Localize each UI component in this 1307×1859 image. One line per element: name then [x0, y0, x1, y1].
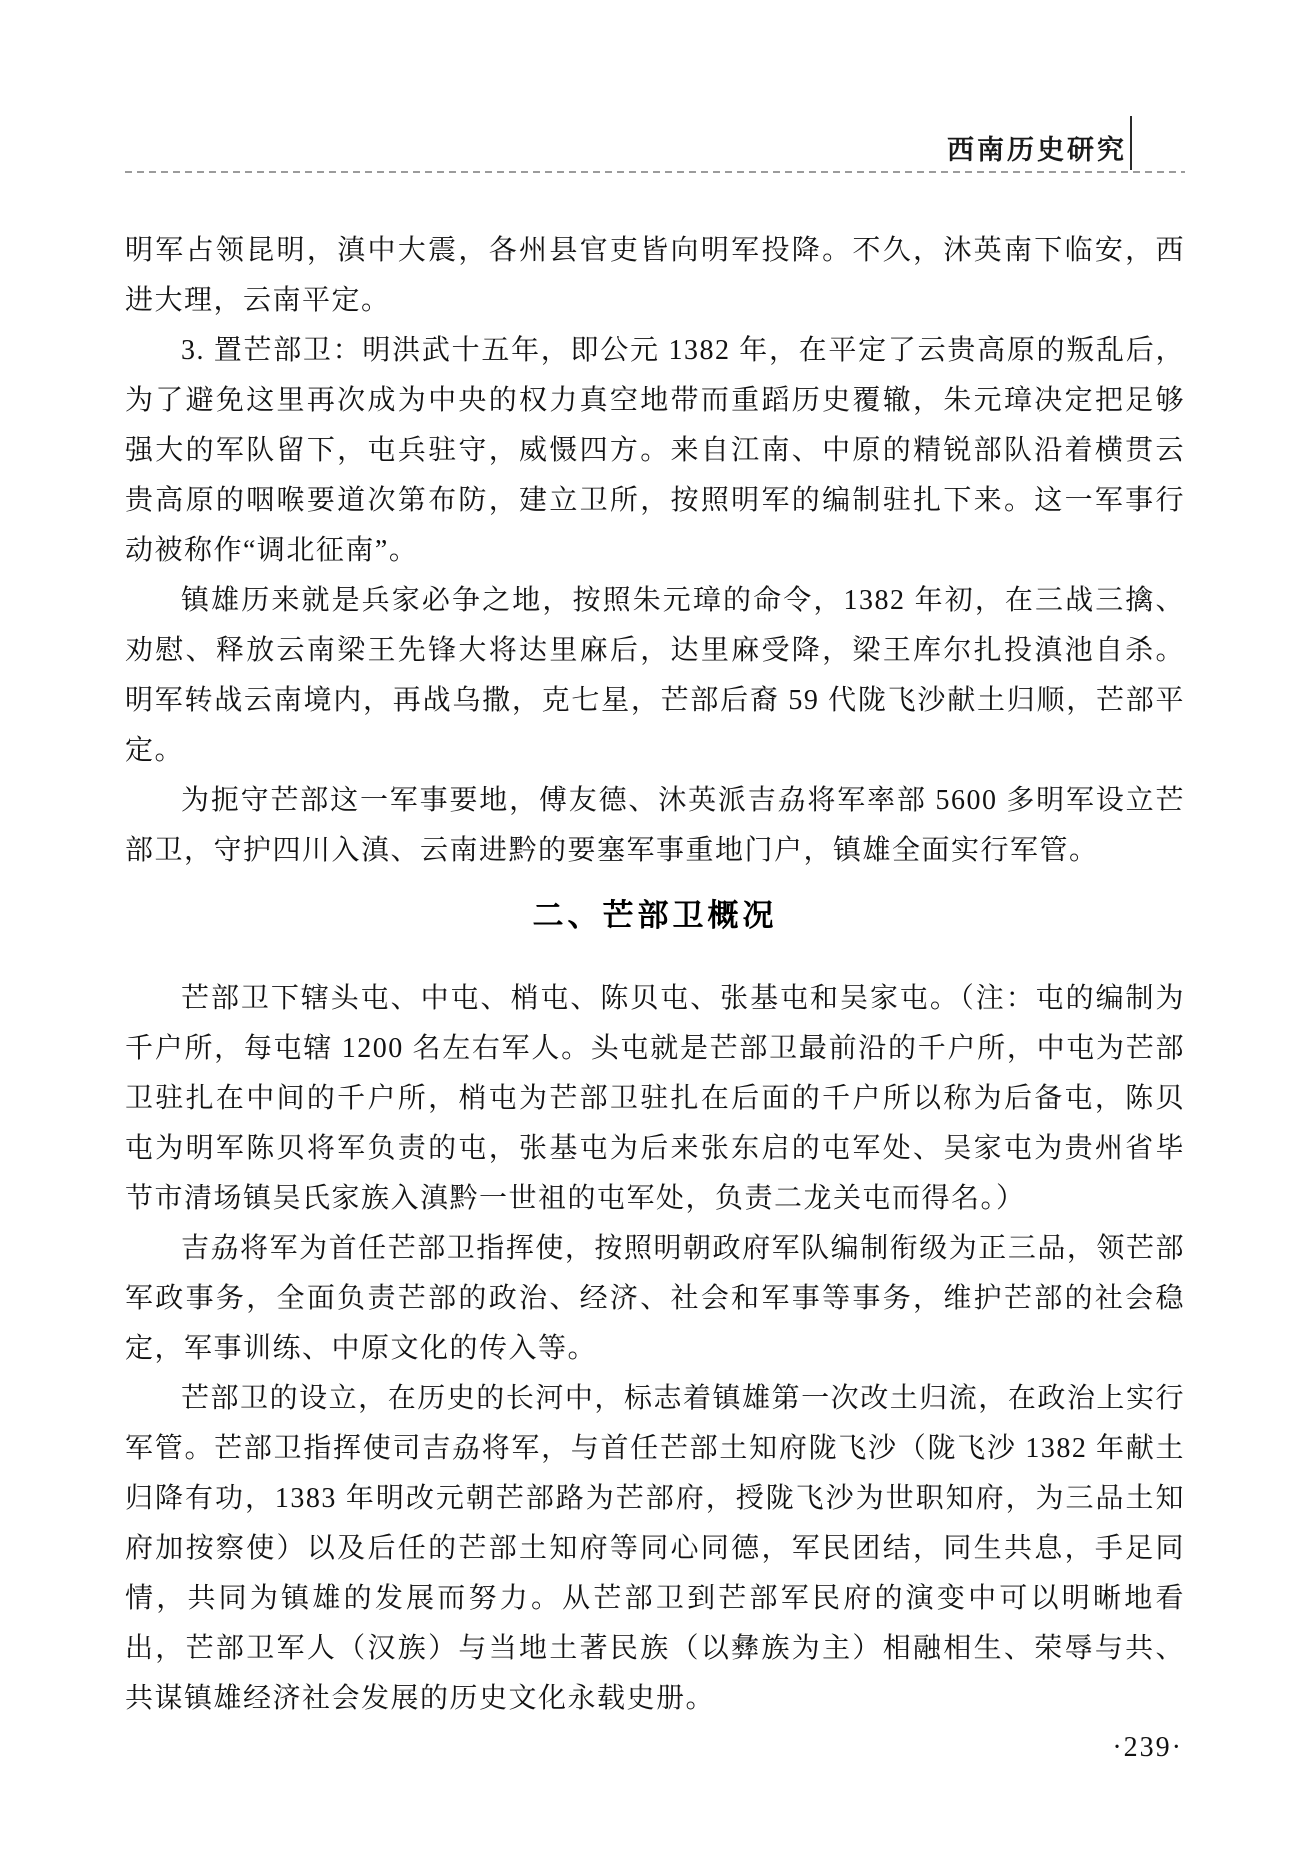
paragraph: 为扼守芒部这一军事要地，傅友德、沐英派吉劦将军率部 5600 多明军设立芒部卫，守护四川入滇、云南进黔的要塞军事重地门户，镇雄全面实行军管。 — [125, 785, 1185, 866]
running-header-title: 西南历史研究 — [947, 135, 1127, 165]
page-number: ·239· — [1112, 1732, 1183, 1763]
paragraph: 芒部卫下辖头屯、中屯、梢屯、陈贝屯、张基屯和吴家屯。（注：屯的编制为千户所，每屯辖 1200 名左右军人。头屯就是芒部卫最前沿的千户所，中屯为芒部卫驻扎在中间的千户所，梢屯为芒部卫驻扎在后面的千户所以称为后备屯，陈贝屯为明军陈贝将军负责的屯，张基屯为后来张东启的屯军处、吴家屯为贵州省毕节市清场镇吴氏家族入滇黔一世祖的屯军处，负责二龙关屯而得名。） — [125, 983, 1185, 1214]
paragraph: 芒部卫的设立，在历史的长河中，标志着镇雄第一次改土归流，在政治上实行军管。芒部卫指挥使司吉劦将军，与首任芒部土知府陇飞沙（陇飞沙 1382 年献土归降有功，1383 年明改元朝芒部路为芒部府，授陇飞沙为世职知府，为三品土知府加按察使）以及后任的芒部土知府等同心同德，军民团结，同生共息，手足同情，共同为镇雄的发展而努力。从芒部卫到芒部军民府的演变中可以明晰地看出，芒部卫军人（汉族）与当地土著民族（以彝族为主）相融相生、荣辱与共、共谋镇雄经济社会发展的历史文化永载史册。 — [125, 1383, 1185, 1714]
paragraph: 吉劦将军为首任芒部卫指挥使，按照明朝政府军队编制衔级为正三品，领芒部军政事务，全面负责芒部的政治、经济、社会和军事等事务，维护芒部的社会稳定，军事训练、中原文化的传入等。 — [125, 1233, 1185, 1364]
paragraph: 镇雄历来就是兵家必争之地，按照朱元璋的命令，1382 年初，在三战三擒、劝慰、释放云南梁王先锋大将达里麻后，达里麻受降，梁王库尔扎投滇池自杀。明军转战云南境内，再战乌撒，克七星，芒部后裔 59 代陇飞沙献土归顺，芒部平定。 — [125, 585, 1185, 766]
header-vertical-bar — [1130, 116, 1132, 170]
paragraph: 3. 置芒部卫：明洪武十五年，即公元 1382 年，在平定了云贵高原的叛乱后，为了避免这里再次成为中央的权力真空地带而重蹈历史覆辙，朱元璋决定把足够强大的军队留下，屯兵驻守，威慑四方。来自江南、中原的精锐部队沿着横贯云贵高原的咽喉要道次第布防，建立卫所，按照明军的编制驻扎下来。这一军事行动被称作“调北征南”。 — [125, 335, 1185, 566]
paragraph: 明军占领昆明，滇中大震，各州县官吏皆向明军投降。不久，沐英南下临安，西进大理，云南平定。 — [125, 235, 1185, 316]
section-heading: 二、芒部卫概况 — [532, 898, 778, 933]
page-content — [125, 226, 1185, 1724]
header-dashed-rule — [125, 171, 1185, 173]
